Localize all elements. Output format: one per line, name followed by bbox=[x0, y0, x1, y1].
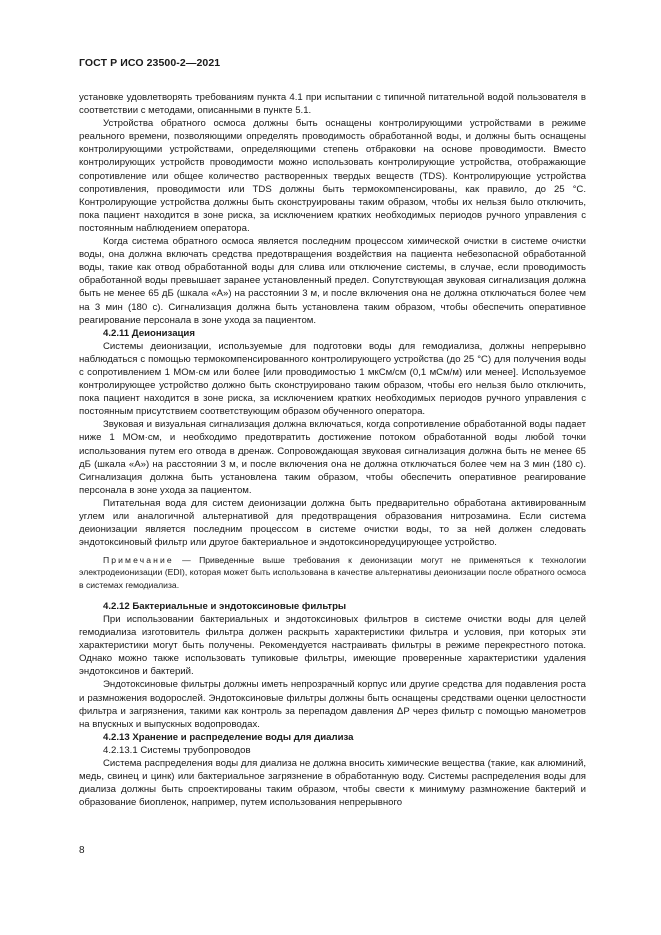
section-heading-4-2-12: 4.2.12 Бактериальные и эндотоксиновые фильтры bbox=[103, 600, 347, 612]
paragraph: Когда система обратного осмоса является последним процессом химической очистки в системе очистки воды, она должна включать средства предотвращения воздействия на пациента небезопасной обработанной воды, такие как отвод обработанной воды для слива или отключение системы, в случае, если проводимость обработанной воды превышает заранее установленный предел. Сопутствующая звуковая сигнализация должна быть не менее 65 дБ (шкала «A») на расстоянии 3 м, и после включения она не должна отключаться более чем на 3 мин (180 с). Сигнализация должна быть установлена таким образом, чтобы обеспечить оперативное реагирование персонала в зоне ухода за пациентом. bbox=[79, 236, 586, 326]
paragraph: При использовании бактериальных и эндотоксиновых фильтров в системе очистки воды для целей гемодиализа изготовитель фильтра должен раскрыть характеристики фильтра и условия, при которых эти характеристики могут быть получены. Рекомендуется настраивать фильтры в режиме перекрестного потока. Однако можно также использовать тупиковые фильтры, имеющие проверенные характеристики удаления эндотоксинов и бактерий. bbox=[79, 613, 586, 678]
note-text: — Приведенные выше требования к деионизации могут не применяться к технологии электродеионизации (EDI), которая может быть использована в качестве альтернативы деионизации после обратного осмоса в системах гемодиализа. bbox=[79, 555, 586, 590]
subsection-heading-4-2-13-1: 4.2.13.1 Системы трубопроводов bbox=[103, 744, 251, 756]
section-heading-4-2-13: 4.2.13 Хранение и распределение воды для диализа bbox=[103, 731, 354, 743]
paragraph: Питательная вода для систем деионизации должна быть предварительно обработана активированным углем или аналогичной альтернативой для предотвращения образования нитрозамина. Если система деионизации является последним процессом в системе очистки воды, то за ней должен следовать эндотоксиновый фильтр или другое бактериальное и эндотоксиноредуцирующее устройство. bbox=[79, 497, 586, 549]
paragraph: Эндотоксиновые фильтры должны иметь непрозрачный корпус или другие средства для подавления роста и размножения водорослей. Эндотоксиновые фильтры должны быть оснащены средствами оценки целостности фильтра и загрязнения, такими как контроль за перепадом давления ΔP через фильтр с помощью манометров на впускных и выпускных водопроводах. bbox=[79, 679, 586, 730]
paragraph: Устройства обратного осмоса должны быть оснащены контролирующими устройствами в режиме реального времени, позволяющими определять проводимость обработанной воды, и должны быть оснащены контролирующими устройствами, определяющими степень отбраковки на основе проводимости. Вместо контролирующих устройств проводимости можно использовать контролирующие устройства, отображающие сопротивление или общее количество растворенных твердых веществ (TDS). Контролирующие устройства сопротивления, проводимости или TDS должны быть термокомпенсированы, как правило, до 25 °C. Контролирующие устройства должны быть сконструированы таким образом, чтобы их нельзя было отключить, пока пациент находится в зоне риска, за исключением кратких необходимых периодов ручного управления с постоянным наблюдением оператора. bbox=[79, 118, 586, 234]
paragraph: установке удовлетворять требованиям пункта 4.1 при испытании с типичной питательной водой пользователя в соответствии с методами, описанными в пункте 5.1. bbox=[79, 92, 586, 117]
paragraph: Система распределения воды для диализа не должна вносить химические вещества (такие, как алюминий, медь, свинец и цинк) или бактериальное загрязнение в обработанную воду. Системы распределения воды для диализа должны быть спроектированы таким образом, чтобы свести к минимуму размножение бактерий и образование биопленок, например, путем использования непрерывного bbox=[79, 758, 586, 809]
note-label: Примечание bbox=[103, 555, 174, 566]
document-body bbox=[79, 91, 586, 809]
page-number: 8 bbox=[79, 845, 85, 856]
paragraph: Системы деионизации, используемые для подготовки воды для гемодиализа, должны непрерывно наблюдаться с помощью термокомпенсированного контролирующего устройства (до 25 °C) для получения воды с сопротивлением 1 МОм·см или более [или проводимостью 1 мкСм/см (0,1 мСм/м) или менее]. Используемое контролирующее устройство должно быть сконструировано таким образом, чтобы его нельзя было отключить, пока пациент находится в зоне риска, за исключением кратких необходимых периодов ручного управления с постоянным присутствием соответствующим образом обученного оператора. bbox=[79, 340, 586, 418]
section-heading-4-2-11: 4.2.11 Деионизация bbox=[103, 327, 195, 339]
document-header: ГОСТ Р ИСО 23500-2—2021 bbox=[79, 57, 221, 69]
note bbox=[79, 554, 586, 591]
paragraph: Звуковая и визуальная сигнализация должна включаться, когда сопротивление обработанной воды падает ниже 1 МОм·см, и необходимо предотвратить достижение потоком обработанной воды любой точки использования путем его отвода в дренаж. Сопровождающая звуковая сигнализация должна быть не менее 65 дБ (шкала «A») на расстоянии 3 м, и после включения она не должна отключаться более чем на 3 мин (180 с). Сигнализация должна быть установлена таким образом, чтобы обеспечить оперативное реагирование персонала в зоне ухода за пациентом. bbox=[79, 419, 586, 496]
